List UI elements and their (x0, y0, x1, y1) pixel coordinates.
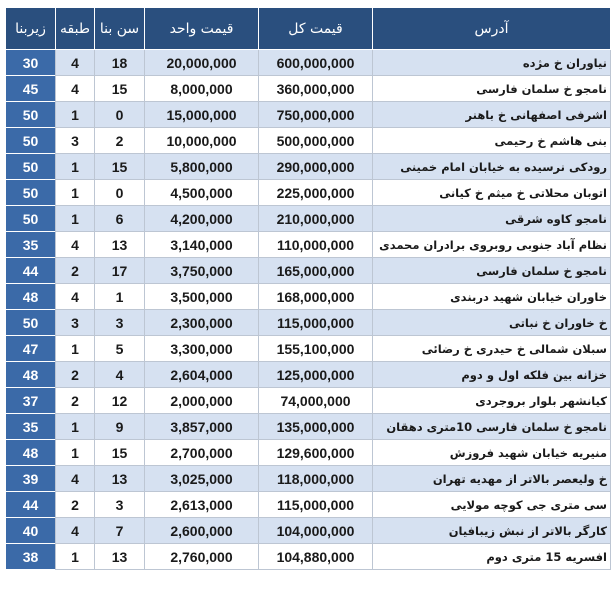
table-row (6, 492, 611, 518)
cell-total-price: 110,000,000 (259, 232, 373, 258)
cell-building-age: 0 (95, 102, 145, 128)
table-row (6, 154, 611, 180)
table-row (6, 440, 611, 466)
cell-unit-price: 5,800,000 (145, 154, 259, 180)
cell-building-age: 15 (95, 76, 145, 102)
cell-unit-price: 20,000,000 (145, 50, 259, 76)
cell-total-price: 225,000,000 (259, 180, 373, 206)
table-row (6, 362, 611, 388)
header-unit-price: قیمت واحد (145, 8, 259, 50)
cell-address: نامجو خ سلمان فارسی 10متری دهقان (373, 414, 611, 440)
cell-building-age: 3 (95, 310, 145, 336)
cell-total-price: 135,000,000 (259, 414, 373, 440)
cell-unit-price: 2,000,000 (145, 388, 259, 414)
cell-building-age: 1 (95, 284, 145, 310)
cell-unit-price: 2,613,000 (145, 492, 259, 518)
cell-building-age: 17 (95, 258, 145, 284)
cell-area: 48 (6, 284, 56, 310)
cell-floor: 1 (56, 180, 95, 206)
cell-unit-price: 3,140,000 (145, 232, 259, 258)
cell-building-age: 15 (95, 154, 145, 180)
header-area: زیربنا (6, 8, 56, 50)
header-total-price: قیمت کل (259, 8, 373, 50)
cell-total-price: 168,000,000 (259, 284, 373, 310)
cell-floor: 4 (56, 518, 95, 544)
cell-unit-price: 3,750,000 (145, 258, 259, 284)
cell-total-price: 500,000,000 (259, 128, 373, 154)
cell-address: سبلان شمالی خ حیدری خ رضائی (373, 336, 611, 362)
table-row (6, 284, 611, 310)
cell-area: 40 (6, 518, 56, 544)
table-row (6, 466, 611, 492)
cell-floor: 2 (56, 258, 95, 284)
table-row (6, 50, 611, 76)
table-row (6, 128, 611, 154)
cell-address: افسریه 15 متری دوم (373, 544, 611, 570)
cell-area: 38 (6, 544, 56, 570)
cell-floor: 2 (56, 388, 95, 414)
cell-floor: 3 (56, 128, 95, 154)
cell-unit-price: 2,700,000 (145, 440, 259, 466)
table-body (6, 50, 611, 570)
cell-area: 35 (6, 232, 56, 258)
listing-table-container (5, 7, 610, 570)
table-header (6, 8, 611, 50)
cell-unit-price: 3,857,000 (145, 414, 259, 440)
cell-floor: 4 (56, 284, 95, 310)
apartment-price-table (5, 7, 611, 570)
cell-floor: 1 (56, 414, 95, 440)
cell-floor: 4 (56, 50, 95, 76)
cell-area: 48 (6, 362, 56, 388)
cell-building-age: 13 (95, 466, 145, 492)
cell-address: خ خاوران خ نباتی (373, 310, 611, 336)
cell-address: سی متری جی کوچه مولایی (373, 492, 611, 518)
cell-area: 44 (6, 492, 56, 518)
cell-total-price: 750,000,000 (259, 102, 373, 128)
cell-floor: 1 (56, 154, 95, 180)
cell-total-price: 104,000,000 (259, 518, 373, 544)
cell-unit-price: 3,300,000 (145, 336, 259, 362)
cell-building-age: 3 (95, 492, 145, 518)
table-row (6, 310, 611, 336)
cell-floor: 1 (56, 336, 95, 362)
cell-building-age: 13 (95, 232, 145, 258)
cell-total-price: 129,600,000 (259, 440, 373, 466)
cell-area: 39 (6, 466, 56, 492)
cell-total-price: 125,000,000 (259, 362, 373, 388)
cell-unit-price: 2,600,000 (145, 518, 259, 544)
cell-unit-price: 2,300,000 (145, 310, 259, 336)
header-row (6, 8, 611, 50)
cell-unit-price: 15,000,000 (145, 102, 259, 128)
cell-total-price: 155,100,000 (259, 336, 373, 362)
cell-address: اشرفی اصفهانی خ باهنر (373, 102, 611, 128)
cell-unit-price: 8,000,000 (145, 76, 259, 102)
cell-total-price: 104,880,000 (259, 544, 373, 570)
cell-total-price: 115,000,000 (259, 310, 373, 336)
header-building-age: سن بنا (95, 8, 145, 50)
table-row (6, 544, 611, 570)
cell-address: نظام آباد جنوبی روبروی برادران محمدی (373, 232, 611, 258)
cell-floor: 1 (56, 206, 95, 232)
cell-area: 50 (6, 310, 56, 336)
cell-building-age: 6 (95, 206, 145, 232)
cell-building-age: 7 (95, 518, 145, 544)
table-row (6, 232, 611, 258)
cell-floor: 2 (56, 492, 95, 518)
cell-floor: 2 (56, 362, 95, 388)
cell-building-age: 18 (95, 50, 145, 76)
cell-address: خ ولیعصر بالاتر از مهدیه تهران (373, 466, 611, 492)
cell-unit-price: 3,500,000 (145, 284, 259, 310)
cell-floor: 4 (56, 76, 95, 102)
cell-area: 50 (6, 128, 56, 154)
cell-building-age: 4 (95, 362, 145, 388)
cell-total-price: 600,000,000 (259, 50, 373, 76)
cell-building-age: 5 (95, 336, 145, 362)
cell-area: 35 (6, 414, 56, 440)
cell-total-price: 360,000,000 (259, 76, 373, 102)
cell-floor: 3 (56, 310, 95, 336)
cell-building-age: 12 (95, 388, 145, 414)
header-address: آدرس (373, 8, 611, 50)
cell-unit-price: 2,604,000 (145, 362, 259, 388)
cell-total-price: 210,000,000 (259, 206, 373, 232)
cell-address: خزانه بین فلکه اول و دوم (373, 362, 611, 388)
cell-address: نیاوران خ مژده (373, 50, 611, 76)
table-row (6, 518, 611, 544)
cell-floor: 1 (56, 440, 95, 466)
cell-total-price: 165,000,000 (259, 258, 373, 284)
cell-building-age: 0 (95, 180, 145, 206)
cell-area: 47 (6, 336, 56, 362)
cell-total-price: 118,000,000 (259, 466, 373, 492)
table-row (6, 388, 611, 414)
cell-unit-price: 4,500,000 (145, 180, 259, 206)
cell-building-age: 13 (95, 544, 145, 570)
cell-area: 50 (6, 154, 56, 180)
cell-area: 44 (6, 258, 56, 284)
table-row (6, 76, 611, 102)
cell-area: 45 (6, 76, 56, 102)
cell-address: اتوبان محلاتی خ میثم خ کیانی (373, 180, 611, 206)
cell-building-age: 15 (95, 440, 145, 466)
cell-unit-price: 10,000,000 (145, 128, 259, 154)
cell-unit-price: 4,200,000 (145, 206, 259, 232)
table-row (6, 414, 611, 440)
cell-area: 50 (6, 206, 56, 232)
table-row (6, 180, 611, 206)
cell-floor: 1 (56, 544, 95, 570)
cell-address: نامجو کاوه شرقی (373, 206, 611, 232)
cell-floor: 4 (56, 466, 95, 492)
cell-area: 48 (6, 440, 56, 466)
cell-unit-price: 2,760,000 (145, 544, 259, 570)
cell-area: 37 (6, 388, 56, 414)
header-floor: طبقه (56, 8, 95, 50)
cell-address: کیانشهر بلوار بروجردی (373, 388, 611, 414)
cell-floor: 1 (56, 102, 95, 128)
cell-total-price: 74,000,000 (259, 388, 373, 414)
cell-address: نامجو خ سلمان فارسی (373, 76, 611, 102)
cell-address: کارگر بالاتر از نبش زیبافیان (373, 518, 611, 544)
cell-total-price: 290,000,000 (259, 154, 373, 180)
table-row (6, 258, 611, 284)
cell-address: بنی هاشم خ رحیمی (373, 128, 611, 154)
cell-address: نامجو خ سلمان فارسی (373, 258, 611, 284)
cell-area: 30 (6, 50, 56, 76)
table-row (6, 206, 611, 232)
table-row (6, 336, 611, 362)
cell-area: 50 (6, 102, 56, 128)
cell-floor: 4 (56, 232, 95, 258)
table-row (6, 102, 611, 128)
cell-unit-price: 3,025,000 (145, 466, 259, 492)
cell-building-age: 2 (95, 128, 145, 154)
cell-address: خاوران خیابان شهید دربندی (373, 284, 611, 310)
cell-address: منیریه خیابان شهید فروزش (373, 440, 611, 466)
cell-building-age: 9 (95, 414, 145, 440)
cell-area: 50 (6, 180, 56, 206)
cell-total-price: 115,000,000 (259, 492, 373, 518)
cell-address: رودکی نرسیده به خیابان امام خمینی (373, 154, 611, 180)
